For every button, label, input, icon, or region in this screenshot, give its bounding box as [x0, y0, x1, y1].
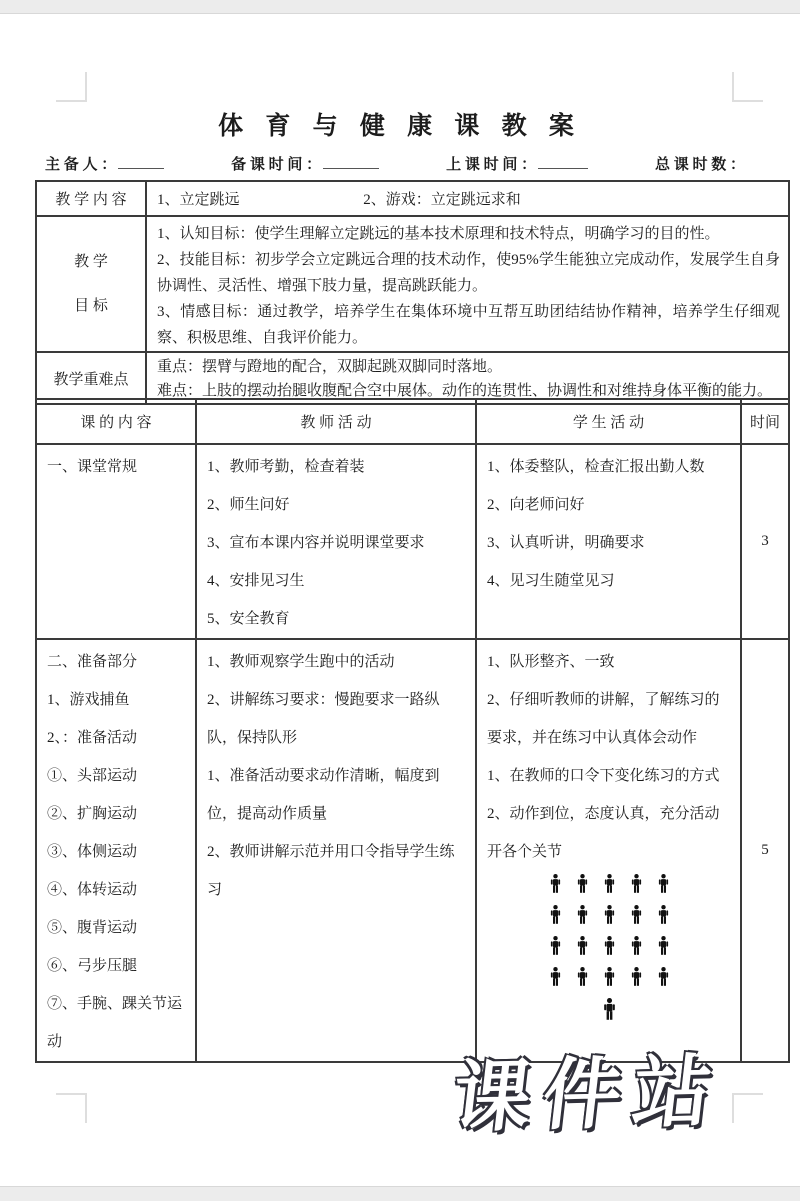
person-icon	[577, 936, 588, 955]
stamp-inner-box	[416, 1029, 753, 1146]
person-icon	[604, 874, 615, 893]
keypoint-nandian: 难点：上肢的摆动抬腿收腹配合空中展体。动作的连贯性、协调性和对维持身体平衡的能力。	[157, 383, 773, 399]
person-icon	[658, 967, 669, 986]
teaching-content-label: 教 学 内 容	[36, 181, 146, 216]
header-teacher-activity: 教 师 活 动	[196, 399, 476, 444]
person-icon	[631, 905, 642, 924]
row1-lesson-content	[36, 444, 196, 639]
objectives-label-gap	[37, 273, 145, 295]
text-line: 1、准备活动要求动作清晰，幅度到位，提高动作质量	[207, 768, 440, 822]
person-icon	[577, 874, 588, 893]
person-icon	[658, 936, 669, 955]
master-label: 主 备 人 ：	[45, 157, 117, 173]
person-icon	[550, 874, 561, 893]
text-line: ④、体转运动	[47, 882, 138, 898]
row2-student-activity	[476, 639, 741, 1062]
prep-time-field	[231, 153, 379, 174]
prep-time-blank	[323, 155, 379, 169]
row1-teacher-activity	[196, 444, 476, 639]
activity-table	[35, 398, 790, 1063]
row1-student-activity	[476, 444, 741, 639]
keypoints-cell	[146, 352, 789, 404]
total-periods-field	[655, 153, 745, 174]
text-line: 2、技能目标：初步学会立定跳远合理的技术动作，使95%学生能独立完成动作，发展学生自身协调性、灵活性、增强下肢力量，提高跳跃能力。	[157, 252, 780, 294]
master-field	[45, 153, 164, 174]
text-line: 4、安排见习生	[207, 573, 305, 589]
page-top-edge	[0, 0, 800, 14]
person-icon	[658, 905, 669, 924]
person-icon	[631, 967, 642, 986]
objectives-label-line2: 目 标	[74, 298, 108, 314]
total-periods-label: 总 课 时 数 ：	[654, 157, 745, 173]
person-icon	[604, 967, 615, 986]
prep-time-label: 备 课 时 间 ：	[231, 157, 322, 173]
person-icon	[604, 936, 615, 955]
page-bottom-edge	[0, 1186, 800, 1201]
text-line: ①、头部运动	[47, 768, 138, 784]
person-icon	[577, 874, 588, 893]
person-icon	[658, 874, 669, 893]
text-line: 1、游戏捕鱼	[47, 692, 130, 708]
margin-mark-top-right	[732, 72, 763, 102]
person-icon	[658, 967, 669, 986]
person-icon	[631, 905, 642, 924]
text-line: 1、队形整齐、一致	[487, 654, 615, 670]
text-line: ③、体侧运动	[47, 844, 138, 860]
person-icon	[577, 967, 588, 986]
person-icon	[550, 936, 561, 955]
person-icon	[577, 967, 588, 986]
person-icon	[658, 905, 669, 924]
row2-teacher-activity	[196, 639, 476, 1062]
meta-table	[35, 180, 790, 405]
row2-lesson-content	[36, 639, 196, 1062]
text-line: 2、：准备活动	[47, 730, 138, 746]
objectives-cell	[146, 216, 789, 352]
person-icon	[550, 967, 561, 986]
teaching-content-cell	[146, 181, 789, 216]
person-icon	[631, 967, 642, 986]
person-icon	[604, 874, 615, 893]
watermark-stamp	[401, 1011, 783, 1172]
stamp-brush-stroke	[760, 1088, 773, 1154]
objectives-label	[36, 216, 146, 352]
watermark-text: 课件站	[448, 1046, 729, 1142]
stamp-brush-stroke	[756, 1020, 768, 1078]
row1-time: 3	[741, 444, 789, 639]
person-icon	[658, 874, 669, 893]
formation-row	[550, 874, 669, 893]
text-line: 4、见习生随堂见习	[487, 573, 615, 589]
text-line: 5、安全教育	[207, 611, 290, 627]
text-line: 二、准备部分	[47, 654, 138, 670]
person-icon	[550, 905, 561, 924]
text-line: 2、教师讲解示范并用口令指导学生练习	[207, 844, 455, 898]
teaching-content-item1: 1、立定跳远	[157, 192, 240, 208]
row2-time: 5	[741, 639, 789, 1062]
text-line: ⑤、腹背运动	[47, 920, 138, 936]
keypoint-zhongdian: 重点：摆臂与蹬地的配合，双脚起跳双脚同时落地。	[157, 359, 503, 375]
text-line: ⑥、弓步压腿	[47, 958, 138, 974]
stamp-brush-stroke	[704, 1149, 728, 1160]
person-icon	[631, 874, 642, 893]
text-line: 2、仔细听教师的讲解，了解练习的要求，并在练习中认真体会动作	[487, 692, 720, 746]
person-icon	[604, 905, 615, 924]
formation-row	[550, 905, 669, 924]
person-icon	[550, 967, 561, 986]
stamp-brush-stroke	[402, 1036, 415, 1152]
formation-row	[550, 967, 669, 986]
header-student-activity: 学 生 活 动	[476, 399, 741, 444]
person-icon	[550, 936, 561, 955]
stamp-brush-stroke	[423, 1152, 621, 1169]
header-time: 时间	[741, 399, 789, 444]
person-icon	[658, 936, 669, 955]
stamp-brush-stroke	[633, 1153, 691, 1166]
class-time-blank	[538, 155, 588, 169]
person-icon	[550, 874, 561, 893]
formation-row	[550, 936, 669, 955]
text-line: 2、向老师问好	[487, 497, 585, 513]
stamp-brush-stroke	[754, 1146, 766, 1156]
person-icon	[631, 936, 642, 955]
text-line: 3、宣布本课内容并说明课堂要求	[207, 535, 425, 551]
text-line: 一、课堂常规	[47, 459, 138, 475]
keypoints-label: 教学重难点	[36, 352, 146, 404]
text-line: 1、教师观察学生跑中的活动	[207, 654, 395, 670]
text-line: 2、讲解练习要求：慢跑要求一路纵队，保持队形	[207, 692, 440, 746]
margin-mark-top-left	[56, 72, 87, 102]
text-line: 2、动作到位，态度认真，充分活动开各个关节	[487, 806, 720, 860]
person-icon	[577, 936, 588, 955]
person-icon	[577, 905, 588, 924]
text-line: ②、扩胸运动	[47, 806, 138, 822]
text-line: 1、在教师的口令下变化练习的方式	[487, 768, 720, 784]
info-line	[45, 153, 745, 174]
person-icon	[604, 905, 615, 924]
text-line: 3、情感目标：通过教学，培养学生在集体环境中互帮互助团结结协作精神，培养学生仔细观察、积极思维、自我评价能力。	[157, 304, 780, 346]
text-line: 2、师生问好	[207, 497, 290, 513]
header-lesson-content: 课 的 内 容	[36, 399, 196, 444]
class-time-label: 上 课 时 间 ：	[446, 157, 537, 173]
teaching-content-item2: 2、游戏：立定跳远求和	[363, 192, 521, 208]
person-icon	[631, 874, 642, 893]
person-icon	[550, 905, 561, 924]
formation-diagram	[550, 874, 669, 1020]
person-icon	[604, 936, 615, 955]
page-title: 体 育 与 健 康 课 教 案	[218, 113, 582, 140]
person-icon	[631, 936, 642, 955]
person-icon	[577, 905, 588, 924]
margin-mark-bottom-left	[56, 1093, 87, 1123]
text-line: ⑦、手腕、踝关节运动	[47, 996, 183, 1050]
objectives-label-line1: 教 学	[74, 254, 108, 270]
class-time-field	[446, 153, 588, 174]
text-line: 1、教师考勤，检查着装	[207, 459, 365, 475]
text-line: 1、认知目标：使学生理解立定跳远的基本技术原理和技术特点，明确学习的目的性。	[157, 226, 720, 242]
text-line: 1、体委整队，检查汇报出勤人数	[487, 459, 705, 475]
person-icon	[604, 967, 615, 986]
master-blank	[118, 155, 164, 169]
row2-student-lines	[487, 643, 732, 871]
text-line: 3、认真听讲，明确要求	[487, 535, 645, 551]
